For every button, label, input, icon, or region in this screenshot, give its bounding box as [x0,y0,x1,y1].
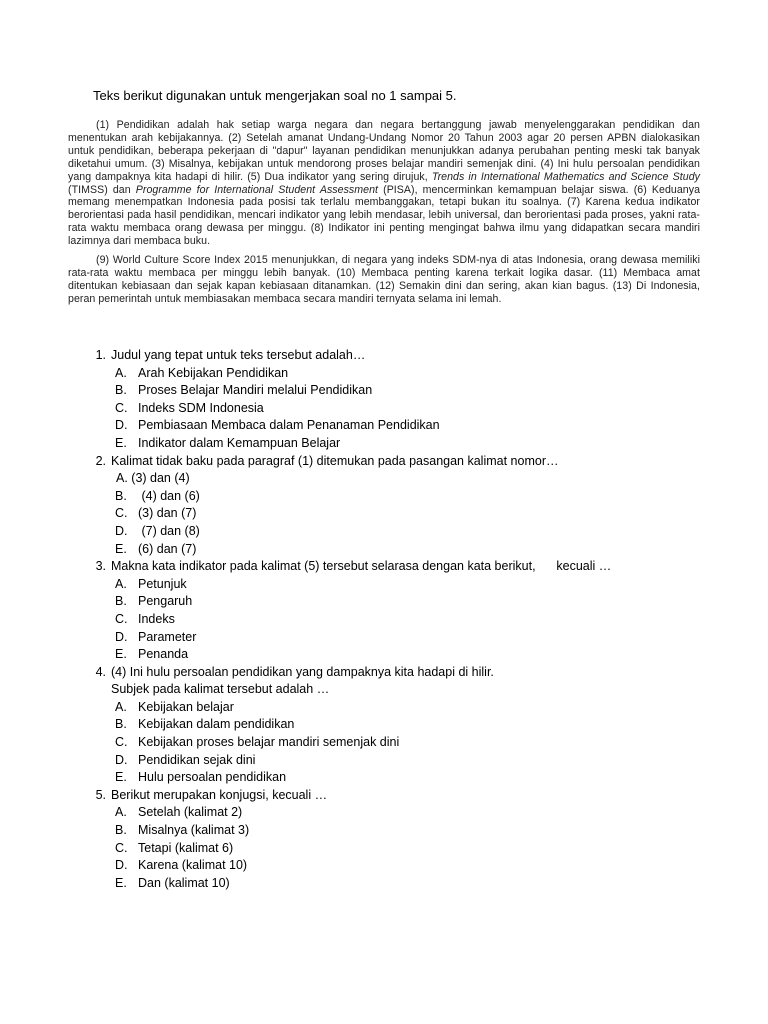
option-letter: E. [115,541,127,556]
option-text: Parameter [138,629,197,644]
option-text: Arah Kebijakan Pendidikan [138,365,289,380]
intro-text: Teks berikut digunakan untuk mengerjakan soal no 1 sampai 5. [93,88,457,103]
question-number: 4. [95,664,106,679]
question-number: 3. [95,559,106,574]
question-3 [84,558,724,664]
question-text: Kalimat tidak baku pada paragraf (1) ditemukan pada pasangan kalimat nomor… [111,453,559,468]
option-item [111,611,724,629]
option-letter: E. [115,770,127,785]
option-letter: C. [115,400,128,415]
question-number: 2. [95,453,106,468]
option-letter: B. [115,488,127,503]
option-item [111,822,724,840]
option-item [111,629,724,647]
option-list [111,470,724,558]
question-4 [84,664,724,787]
option-text: Dan (kalimat 10) [138,875,230,890]
option-item [111,646,724,664]
option-letter: E. [115,647,127,662]
question-number: 5. [95,787,106,802]
option-text: Misalnya (kalimat 3) [138,823,250,838]
option-item [111,382,724,400]
option-text: Pengaruh [138,594,193,609]
passage-paragraph-1 [68,119,700,248]
option-text: Kebijakan belajar [138,699,234,714]
option-text: Pembiasaan Membaca dalam Penanaman Pendidikan [138,418,440,433]
option-item [111,505,724,523]
question-text: Makna kata indikator pada kalimat (5) tersebut selarasa dengan kata berikut, kecuali … [111,559,612,574]
option-list [111,365,724,453]
option-text: (4) dan (6) [138,488,200,503]
option-letter: A. [115,576,127,591]
passage-p1-italic: Programme for International Student Assessment [135,183,379,196]
option-text: Petunjuk [138,576,187,591]
option-item [111,365,724,383]
option-letter: D. [115,752,128,767]
option-item [111,417,724,435]
question-subtext: Subjek pada kalimat tersebut adalah … [111,682,330,697]
option-text: Hulu persoalan pendidikan [138,770,287,785]
option-text: Indeks SDM Indonesia [138,400,264,415]
option-item [111,699,724,717]
option-text: Penanda [138,647,189,662]
option-item [111,576,724,594]
option-text: Setelah (kalimat 2) [138,805,243,820]
option-item [111,840,724,858]
option-list [111,576,724,664]
option-letter: C. [115,611,128,626]
option-text: A. (3) dan (4) [116,471,190,486]
option-item [111,734,724,752]
option-item [111,752,724,770]
option-text: Indikator dalam Kemampuan Belajar [138,435,341,450]
option-list [111,699,724,787]
option-item [111,523,724,541]
question-text: Berikut merupakan konjugsi, kecuali … [111,787,328,802]
option-item [111,470,724,488]
option-letter: A. [115,699,127,714]
option-text: (6) dan (7) [138,541,197,556]
question-text: Judul yang tepat untuk teks tersebut adalah… [111,348,366,362]
option-letter: C. [115,840,128,855]
passage-scan [68,119,700,312]
question-list [84,347,724,892]
passage-p1-part: (1) Pendidikan adalah hak setiap warga negara dan negara bertanggung jawab menyelenggarakan pendidikan dan menentukan arah kebijakannya. (2) Setelah amanat Undang-Undang Nomor 20 Tahun 2003 agar 20 persen APBN dialokasikan untuk pendidikan, beberapa pekerjaan di "dapur" layanan pendidikan menunjukkan adanya perubahan penting meski tak banyak diketahui umum. (3) Misalnya, kebijakan untuk mendorong proses belajar mandiri semenjak dini. (4) Ini hulu persoalan pendidikan yang dampaknya kita hadapi di hilir. (5) Dua indikator yang sering dirujuk, [68,119,700,183]
question-1 [84,347,724,453]
option-letter: E. [115,435,127,450]
option-item [111,804,724,822]
option-item [111,875,724,893]
option-letter: C. [115,735,128,750]
option-item [111,541,724,559]
option-letter: B. [115,717,127,732]
option-item [111,857,724,875]
option-item [111,716,724,734]
option-text: Karena (kalimat 10) [138,858,248,873]
question-5 [84,787,724,893]
option-letter: E. [115,875,127,890]
option-letter: C. [115,506,128,521]
option-letter: B. [115,823,127,838]
option-letter: B. [115,594,127,609]
option-text: (3) dan (7) [138,506,197,521]
option-letter: D. [115,858,128,873]
question-text: (4) Ini hulu persoalan pendidikan yang dampaknya kita hadapi di hilir. [111,664,494,679]
option-item [111,400,724,418]
passage-p1-italic: Trends in International Mathematics and Science Study [431,170,700,183]
option-text: (7) dan (8) [138,523,200,538]
option-letter: B. [115,383,127,398]
question-number: 1. [95,348,106,362]
option-letter: D. [115,418,128,433]
passage-p1-part: (PISA), mencerminkan kemampuan belajar siswa. (6) Keduanya memang menempatkan Indonesia pada posisi tak terlalu membanggakan, tetapi bukan itu soalnya. (7) Karena kedua indikator berorientasi pada hasil pendidikan, mencari indikator yang lebih mendasar, lebih universal, dan berorientasi pada proses, yakni rata-rata waktu membaca orang dewasa per minggu. (8) Indikator ini penting mengingat bahwa ilmu yang didapatkan secara mandiri lazimnya dari membaca buku. [68,183,701,248]
option-text: Pendidikan sejak dini [138,752,256,767]
question-2 [84,453,724,559]
option-letter: A. [115,805,127,820]
option-text: Kebijakan dalam pendidikan [138,717,295,732]
option-text: Kebijakan proses belajar mandiri semenjak dini [138,735,400,750]
option-text: Tetapi (kalimat 6) [138,840,234,855]
option-letter: D. [115,523,128,538]
option-item [111,593,724,611]
option-text: Proses Belajar Mandiri melalui Pendidikan [138,383,373,398]
option-item [111,488,724,506]
option-list [111,804,724,892]
passage-paragraph-2: (9) World Culture Score Index 2015 menunjukkan, di negara yang indeks SDM-nya di atas Indonesia, orang dewasa memiliki rata-rata waktu membaca per minggu lebih banyak. (10) Membaca penting karena terkait logika dasar. (11) Membaca amat ditentukan kebiasaan dan sejak kapan kebiasaan ditanamkan. (12) Semakin dini dan sering, akan kian bagus. (13) Di Indonesia, peran pemerintah untuk membiasakan membaca secara mandiri ternyata selama ini lemah. [68,254,700,305]
option-letter: A. [115,365,127,380]
option-text: Indeks [138,611,175,626]
option-item [111,435,724,453]
option-letter: D. [115,629,128,644]
option-item [111,769,724,787]
passage-p1-part: (TIMSS) dan [68,183,136,196]
